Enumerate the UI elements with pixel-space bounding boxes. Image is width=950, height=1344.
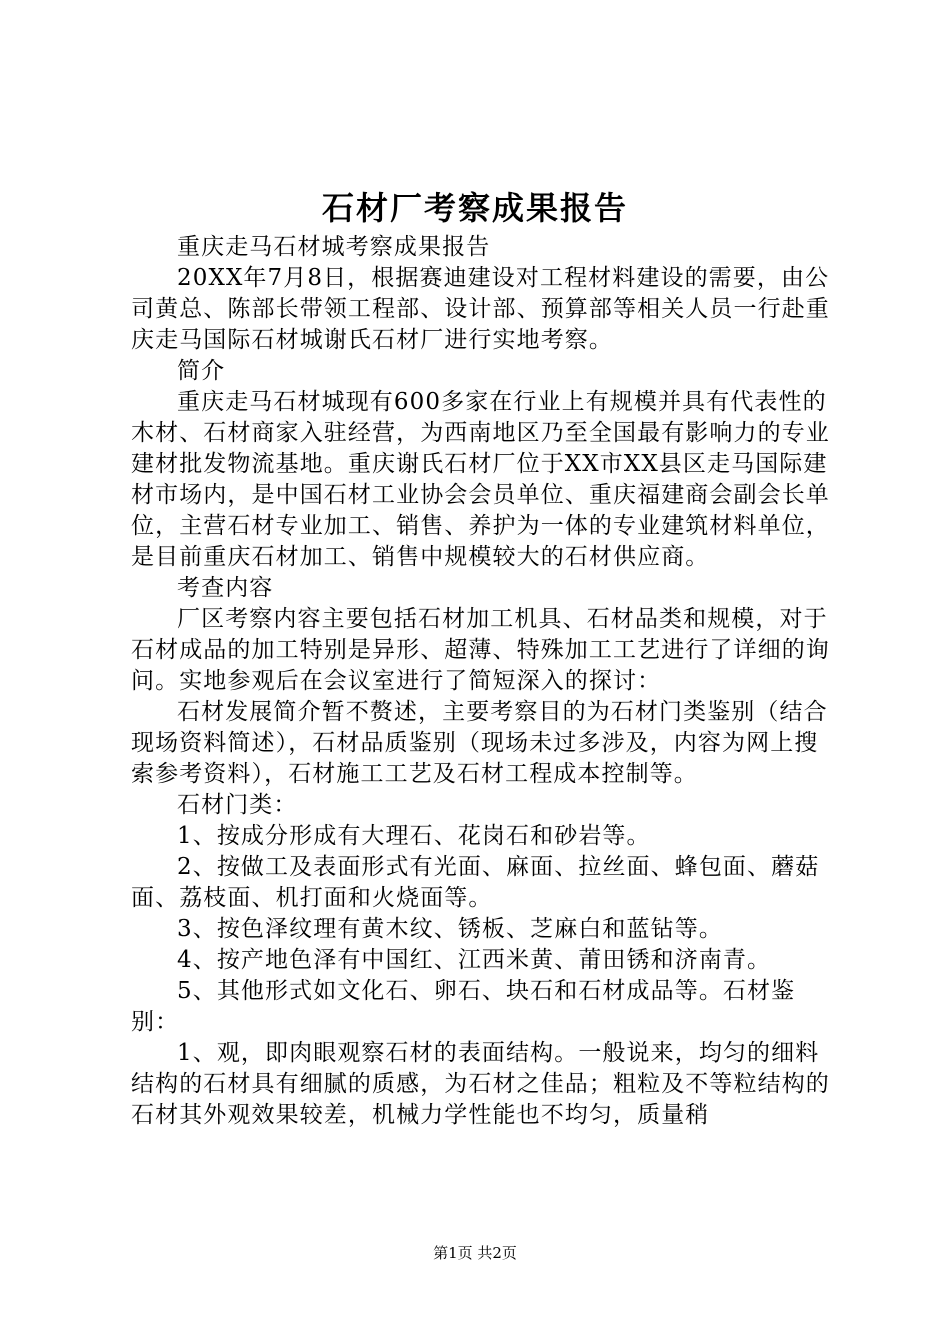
document-title: 石材厂考察成果报告 [321,189,628,227]
paragraph-purpose: 石材发展简介暂不赘述，主要考察目的为石材门类鉴别（结合现场资料简述），石材品质鉴别（现场未过多涉及，内容为网上搜索参考资料），石材施工工艺及石材工程成本控制等。 [131,699,828,787]
paragraph-introduction: 重庆走马石材城现有600多家在行业上有规模并具有代表性的木材、石材商家入驻经营，为西南地区乃至全国最有影响力的专业建材批发物流基地。重庆谢氏石材厂位于XX市XX县区走马国际建材市场内，是中国石材工业协会会员单位、重庆福建商会副会长单位，主营石材专业加工、销售、养护为一体的专业建筑材料单位，是目前重庆石材加工、销售中规模较大的石材供应商。 [131,389,830,570]
list-item-identification-1: 1、观，即肉眼观察石材的表面结构。一般说来，均匀的细料结构的石材具有细腻的质感，为石材之佳品；粗粒及不等粒结构的石材其外观效果较差，机械力学性能也不均匀，质量稍 [131,1040,830,1128]
list-item-category-2: 2、按做工及表面形式有光面、麻面、拉丝面、蜂包面、蘑菇面、荔枝面、机打面和火烧面等。 [131,854,820,911]
heading-introduction: 简介 [177,358,226,384]
list-item-category-4: 4、按产地色泽有中国红、江西米黄、莆田锈和济南青。 [177,947,772,973]
paragraph-inspection: 厂区考察内容主要包括石材加工机具、石材品类和规模，对于石材成品的加工特别是异形、超薄、特殊加工工艺进行了详细的询问。实地参观后在会议室进行了简短深入的探讨： [131,606,830,694]
heading-stone-categories: 石材门类： [177,792,298,818]
list-item-category-5: 5、其他形式如文化石、卵石、块石和石材成品等。石材鉴别： [131,978,796,1035]
paragraph-intro: 20XX年7月8日，根据赛迪建设对工程材料建设的需要，由公司黄总、陈部长带领工程部、设计部、预算部等相关人员一行赴重庆走马国际石材城谢氏石材厂进行实地考察。 [131,265,830,353]
heading-inspection-content: 考查内容 [177,575,274,601]
paragraph-subtitle: 重庆走马石材城考察成果报告 [177,234,491,260]
document-body [131,232,831,1131]
list-item-category-1: 1、按成分形成有大理石、花岗石和砂岩等。 [177,823,651,849]
list-item-category-3: 3、按色泽纹理有黄木纹、锈板、芝麻白和蓝钻等。 [177,916,723,942]
page-indicator: 第1页 共2页 [433,1244,517,1262]
